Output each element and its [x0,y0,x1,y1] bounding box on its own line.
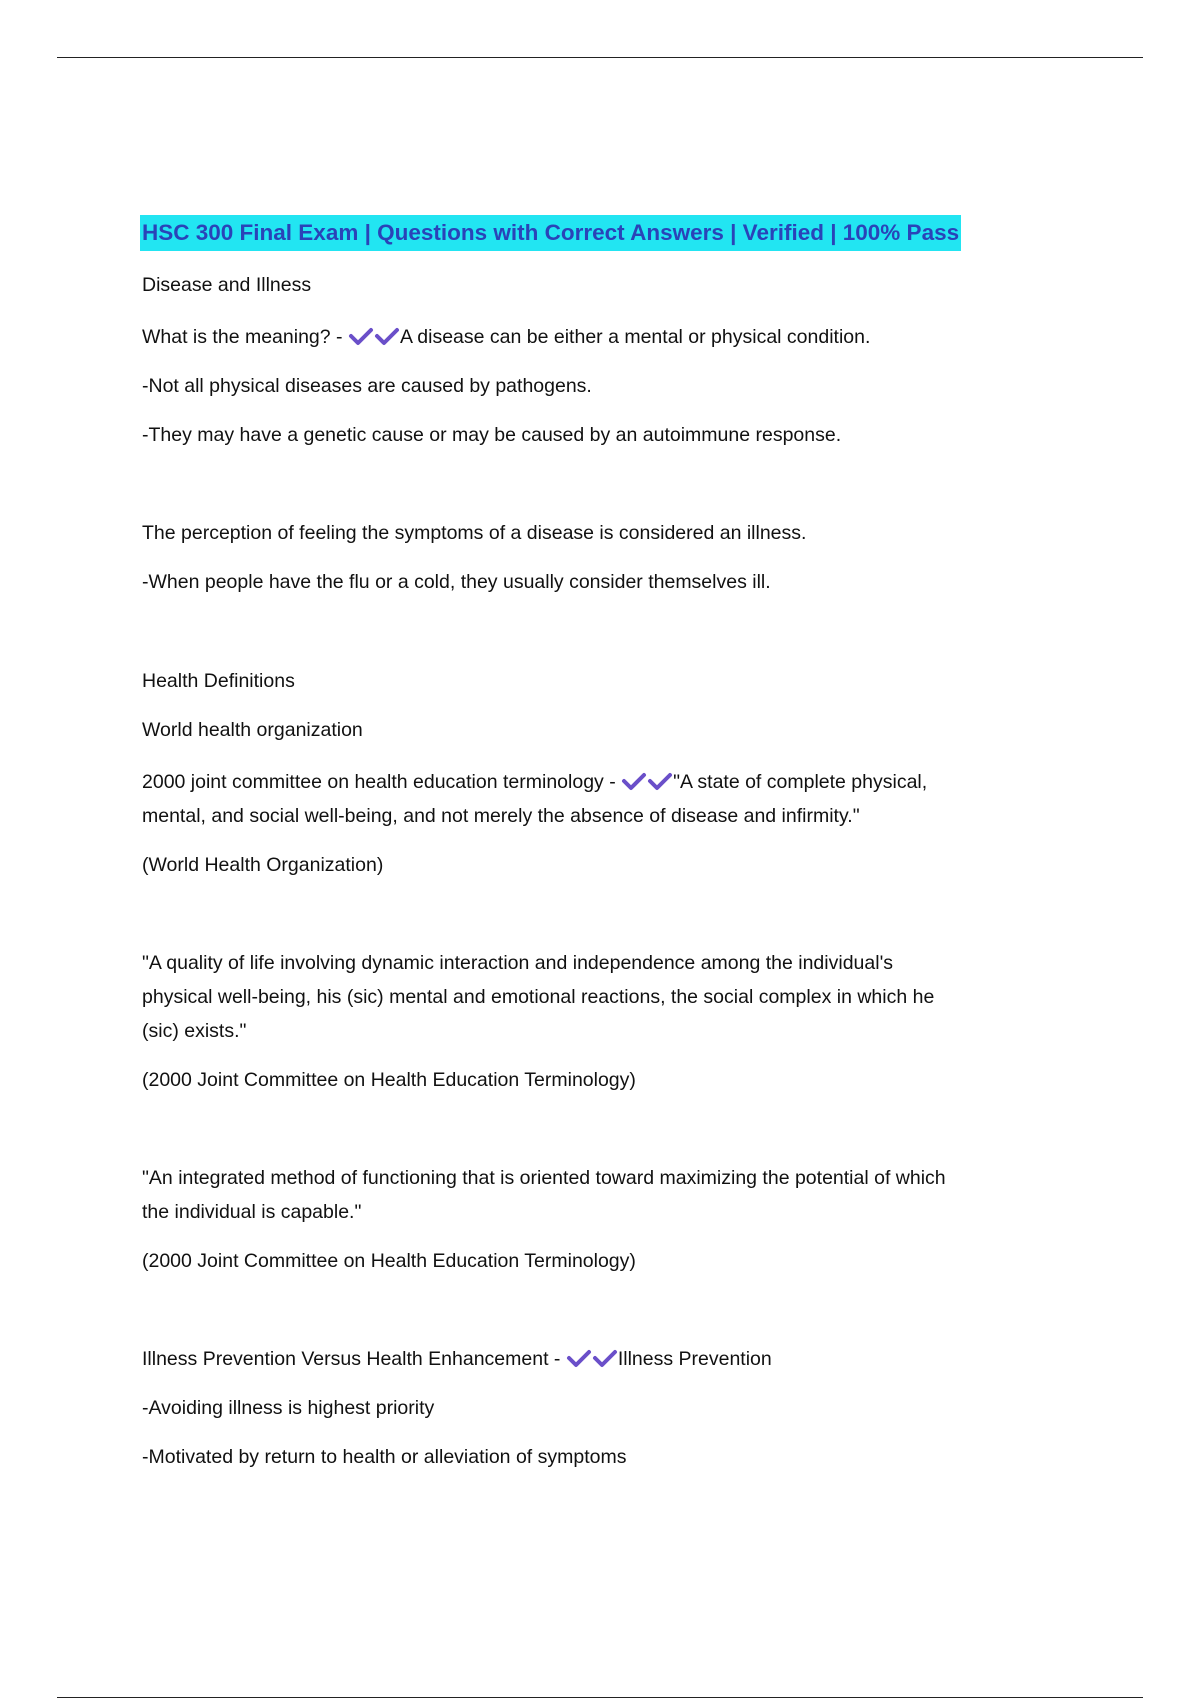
bullet-line: -Not all physical diseases are caused by pathogens. [142,375,592,397]
answer-text: "A state of complete physical, [673,771,928,793]
check-icon [348,326,374,346]
paragraph-line: World health organization [142,719,363,741]
question-text: Illness Prevention Versus Health Enhancement - [142,1348,561,1370]
answer-text: Illness Prevention [617,1348,772,1370]
quote-line: "An integrated method of functioning that is oriented toward maximizing the potential of which [142,1167,946,1189]
check-icon [647,771,673,791]
check-icon [566,1348,592,1368]
document-title: HSC 300 Final Exam | Questions with Correct Answers | Verified | 100% Pass [140,215,961,251]
bottom-rule [57,1697,1143,1698]
document-body [142,215,1072,1474]
quote-line: the individual is capable." [142,1201,362,1223]
bullet-line: -When people have the flu or a cold, they usually consider themselves ill. [142,571,771,593]
qa-line [142,320,1072,354]
qa-line [142,765,1072,799]
paragraph-line: The perception of feeling the symptoms of a disease is considered an illness. [142,522,807,544]
quote-line: physical well-being, his (sic) mental and emotional reactions, the social complex in which he [142,986,935,1008]
answer-text: A disease can be either a mental or physical condition. [399,326,871,348]
qa-line [142,1342,1072,1376]
question-text: 2000 joint committee on health education terminology - [142,771,616,793]
top-rule [57,57,1143,58]
section-heading: Health Definitions [142,670,295,692]
quote-line: (sic) exists." [142,1020,247,1042]
bullet-line: -Motivated by return to health or alleviation of symptoms [142,1446,627,1468]
title-row [142,215,1072,251]
bullet-line: -Avoiding illness is highest priority [142,1397,435,1419]
check-icon [374,326,400,346]
citation: (World Health Organization) [142,854,384,876]
bullet-line: -They may have a genetic cause or may be caused by an autoimmune response. [142,424,842,446]
check-icon [621,771,647,791]
check-icon [592,1348,618,1368]
question-text: What is the meaning? - [142,326,343,348]
answer-continuation: mental, and social well-being, and not merely the absence of disease and infirmity." [142,805,860,827]
citation: (2000 Joint Committee on Health Education Terminology) [142,1250,636,1272]
quote-line: "A quality of life involving dynamic interaction and independence among the individual's [142,952,894,974]
section-heading: Disease and Illness [142,274,312,296]
citation: (2000 Joint Committee on Health Education Terminology) [142,1069,636,1091]
